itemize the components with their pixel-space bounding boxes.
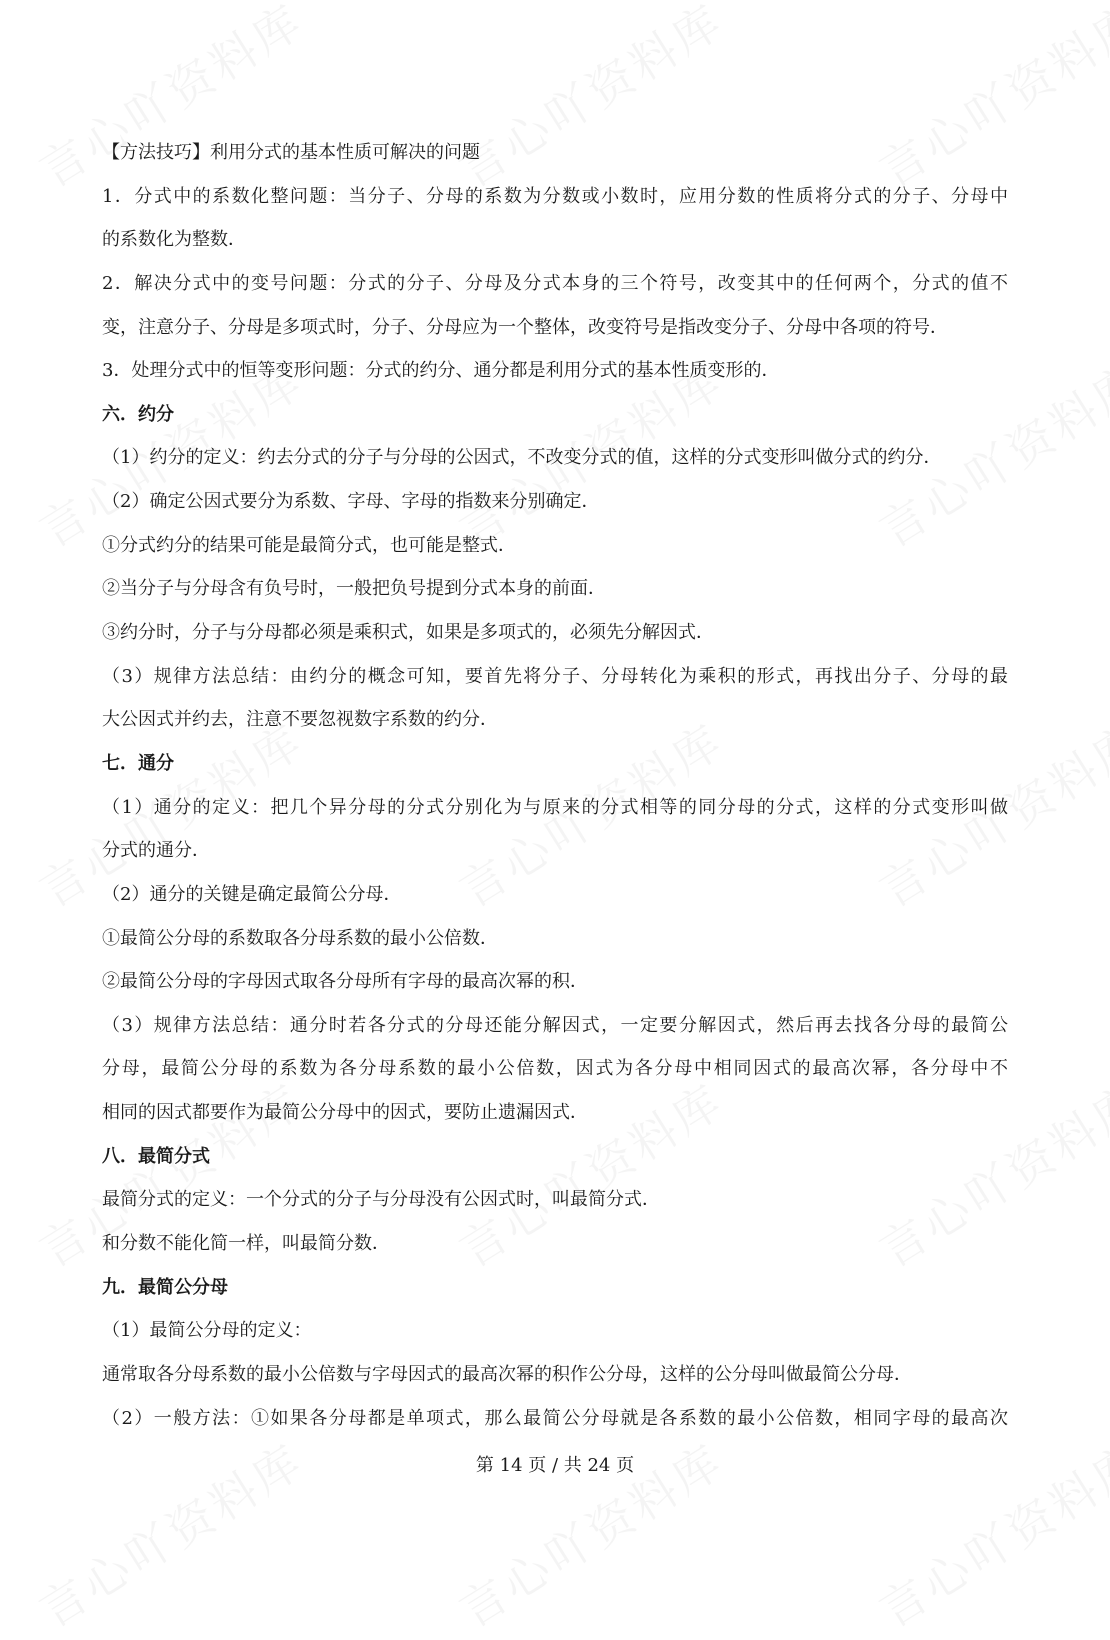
text-line: 八．最简分式 [102, 1145, 210, 1167]
text-line: 分式的通分． [102, 840, 210, 862]
paragraph [102, 1403, 1008, 1447]
section-heading [102, 748, 1008, 792]
section-heading [102, 399, 1008, 443]
section-heading [102, 1141, 1008, 1185]
paragraph [102, 1010, 1008, 1141]
text-line: 2．解决分式中的变号问题：分式的分子、分母及分式本身的三个符号，改变其中的任何两个，分式的值不 [102, 272, 1008, 294]
text-line: 大公因式并约去，注意不要忽视数字系数的约分． [102, 709, 498, 731]
text-line: ③约分时，分子与分母都必须是乘积式，如果是多项式的，必须先分解因式． [102, 622, 714, 644]
paragraph [102, 268, 1008, 355]
paragraph [102, 923, 1008, 967]
document-body [102, 137, 1008, 1446]
text-line: 九．最简公分母 [102, 1276, 228, 1298]
text-line: （2）一般方法：①如果各分母都是单项式，那么最简公分母就是各系数的最小公倍数，相同字母的最高次 [102, 1407, 1008, 1429]
text-line: 分母，最简公分母的系数为各分母系数的最小公倍数，因式为各分母中相同因式的最高次幂，各分母中不 [102, 1058, 1008, 1080]
text-line: （3）规律方法总结：由约分的概念可知，要首先将分子、分母转化为乘积的形式，再找出分子、分母的最 [102, 665, 1008, 687]
text-line: ②当分子与分母含有负号时，一般把负号提到分式本身的前面． [102, 578, 606, 600]
text-line: （1）最简公分母的定义： [102, 1320, 312, 1342]
paragraph [102, 355, 1008, 399]
text-line: 1．分式中的系数化整问题：当分子、分母的系数为分数或小数时，应用分数的性质将分式的分子、分母中 [102, 185, 1008, 207]
paragraph [102, 879, 1008, 923]
paragraph [102, 486, 1008, 530]
text-line: 【方法技巧】利用分式的基本性质可解决的问题 [102, 142, 480, 163]
paragraph [102, 661, 1008, 748]
text-line: ①分式约分的结果可能是最简分式，也可能是整式． [102, 534, 516, 556]
text-line: （2）确定公因式要分为系数、字母、字母的指数来分别确定． [102, 491, 600, 513]
text-line: 和分数不能化简一样，叫最简分数． [102, 1233, 390, 1255]
text-line: （1）约分的定义：约去分式的分子与分母的公因式，不改变分式的值，这样的分式变形叫做分式的约分． [102, 447, 942, 469]
text-line: 3．处理分式中的恒等变形问题：分式的约分、通分都是利用分式的基本性质变形的． [102, 360, 780, 382]
text-line: 最简分式的定义：一个分式的分子与分母没有公因式时，叫最简分式． [102, 1189, 660, 1211]
paragraph [102, 573, 1008, 617]
text-line: （1）通分的定义：把几个异分母的分式分别化为与原来的分式相等的同分母的分式，这样的分式变形叫做 [102, 796, 1008, 818]
text-line: ②最简公分母的字母因式取各分母所有字母的最高次幂的积． [102, 971, 588, 993]
paragraph [102, 181, 1008, 268]
paragraph [102, 1315, 1008, 1359]
text-line: （3）规律方法总结：通分时若各分式的分母还能分解因式，一定要分解因式，然后再去找各分母的最简公 [102, 1014, 1008, 1036]
paragraph [102, 1359, 1008, 1403]
page-footer: 第 14 页 / 共 24 页 [475, 1455, 635, 1476]
text-line: 七．通分 [102, 752, 174, 774]
section-heading [102, 1272, 1008, 1316]
paragraph [102, 966, 1008, 1010]
paragraph [102, 1228, 1008, 1272]
paragraph [102, 1184, 1008, 1228]
paragraph [102, 617, 1008, 661]
text-line: 的系数化为整数． [102, 229, 246, 251]
text-line: 变，注意分子、分母是多项式时，分子、分母应为一个整体，改变符号是指改变分子、分母中各项的符号． [102, 316, 948, 338]
text-line: 相同的因式都要作为最简公分母中的因式，要防止遗漏因式． [102, 1102, 588, 1124]
paragraph [102, 137, 1008, 181]
paragraph [102, 442, 1008, 486]
text-line: （2）通分的关键是确定最简公分母． [102, 883, 402, 905]
text-line: 通常取各分母系数的最小公倍数与字母因式的最高次幂的积作公分母，这样的公分母叫做最简公分母． [102, 1363, 912, 1385]
text-line: ①最简公分母的系数取各分母系数的最小公倍数． [102, 927, 498, 949]
text-line: 六．约分 [102, 403, 174, 425]
paragraph [102, 792, 1008, 879]
paragraph [102, 530, 1008, 574]
